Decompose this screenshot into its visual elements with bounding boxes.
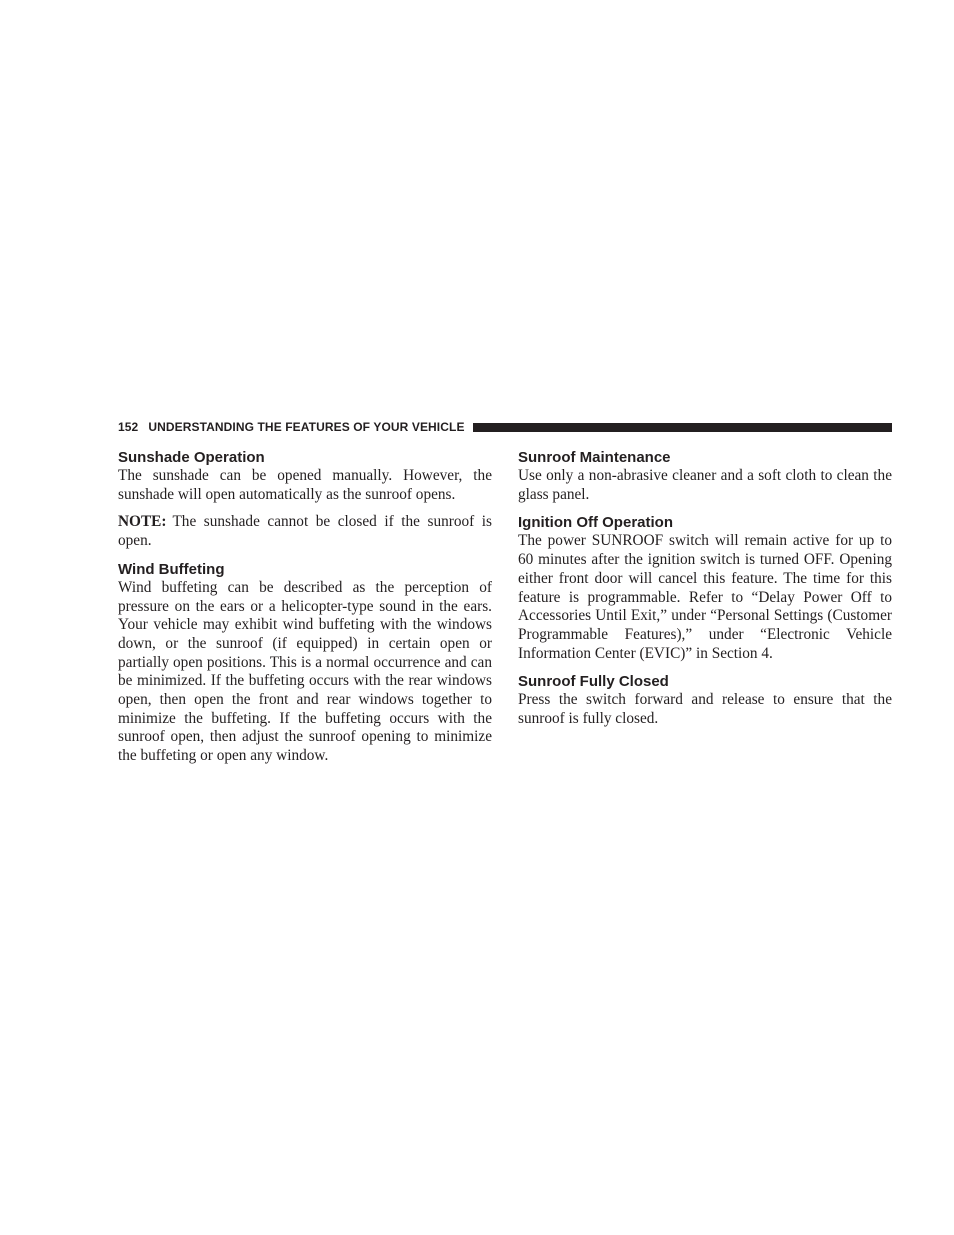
note-label: NOTE: [118, 513, 167, 531]
paragraph-wind-buffeting: Wind buffeting can be described as the perception of pressure on the ears or a helicopter-type sound in the ears. Your vehicle may exhibit wind buffeting with the windows down, or the sunroof (if equipped) in certain open or partially open positions. This is a normal occurrence and can be minimized. If the buffeting occurs with the rear windows open, then open the front and rear windows together to minimize the buffeting. If the buffeting occurs with the sunroof open, then adjust the sunroof opening to minimize the buffeting or open any window. [118, 578, 492, 765]
paragraph-sunroof-maintenance: Use only a non-abrasive cleaner and a soft cloth to clean the glass panel. [518, 467, 892, 503]
running-header [118, 419, 892, 435]
page-number: 152 [118, 420, 139, 434]
heading-sunroof-maintenance: Sunroof Maintenance [518, 449, 671, 466]
note-paragraph [118, 513, 492, 550]
heading-ignition-off-operation: Ignition Off Operation [518, 514, 673, 532]
paragraph-sunshade: The sunshade can be opened manually. However, the sunshade will open automatically as the sunroof opens. [118, 467, 492, 503]
paragraph-ignition-off: The power SUNROOF switch will remain active for up to 60 minutes after the ignition switch is turned OFF. Opening either front door will cancel this feature. The time for this feature is programmable. Refer to “Delay Power Off to Accessories Until Exit,” under “Personal Settings (Customer Programmable Features),” under “Electronic Vehicle Information Center (EVIC)” in Section 4. [518, 532, 892, 662]
heading-sunshade-operation: Sunshade Operation [118, 449, 265, 466]
header-rule [473, 423, 892, 432]
right-column [518, 448, 892, 729]
note-text: The sunshade cannot be closed if the sunroof is open. [118, 513, 492, 550]
paragraph-sunroof-fully-closed: Press the switch forward and release to ensure that the sunroof is fully closed. [518, 691, 892, 728]
heading-wind-buffeting: Wind Buffeting [118, 560, 225, 578]
left-column [118, 448, 492, 766]
heading-sunroof-fully-closed: Sunroof Fully Closed [518, 673, 669, 691]
section-title: UNDERSTANDING THE FEATURES OF YOUR VEHICLE [148, 420, 465, 434]
